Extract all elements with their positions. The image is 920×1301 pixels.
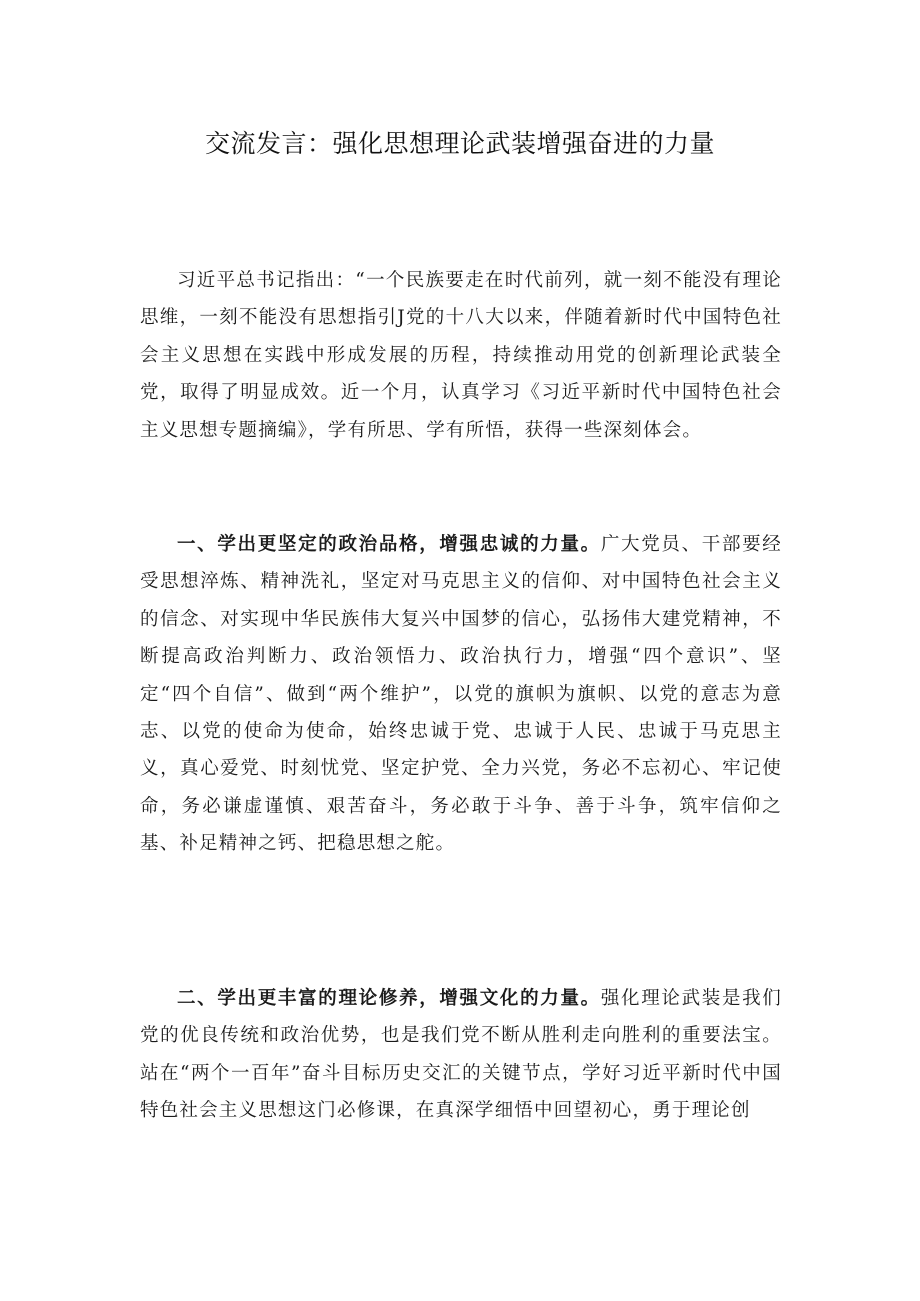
paragraph-section-one — [140, 526, 782, 863]
section-heading: 一、学出更坚定的政治品格，增强忠诚的力量。 — [177, 534, 601, 555]
paragraph-section-two — [140, 980, 782, 1130]
document-title: 交流发言：强化思想理论武装增强奋进的力量 — [204, 129, 715, 158]
paragraph-text: 广大党员、干部要经受思想淬炼、精神洗礼，坚定对马克思主义的信仰、对中国特色社会主义的信念、对实现中华民族伟大复兴中国梦的信心，弘扬伟大建党精神，不断提高政治判断力、政治领悟力、政治执行力，增强“四个意识”、坚定“四个自信”、做到“两个维护”，以党的旗帜为旗帜、以党的意志为意志、以党的使命为使命，始终忠诚于党、忠诚于人民、忠诚于马克思主义，真心爱党、时刻忧党、坚定护党、全力兴党，务必不忘初心、牢记使命，务必谦虚谨慎、艰苦奋斗，务必敢于斗争、善于斗争，筑牢信仰之基、补足精神之钙、把稳思想之舵。 — [140, 534, 783, 855]
paragraph-intro — [140, 262, 782, 449]
paragraph-text: 强化理论武装是我们党的优良传统和政治优势，也是我们党不断从胜利走向胜利的重要法宝。站在“两个一百年”奋斗目标历史交汇的关键节点，学好习近平新时代中国特色社会主义思想这门必修课，在真深学细悟中回望初心，勇于理论创 — [140, 988, 783, 1122]
paragraph-text: 习近平总书记指出：“一个民族要走在时代前列，就一刻不能没有理论思维，一刻不能没有思想指引J党的十八大以来，伴随着新时代中国特色社会主义思想在实践中形成发展的历程，持续推动用党的创新理论武装全党，取得了明显成效。近一个月，认真学习《习近平新时代中国特色社会主义思想专题摘编》，学有所思、学有所悟，获得一些深刻体会。 — [140, 270, 782, 441]
section-heading: 二、学出更丰富的理论修养，增强文化的力量。 — [177, 988, 601, 1009]
